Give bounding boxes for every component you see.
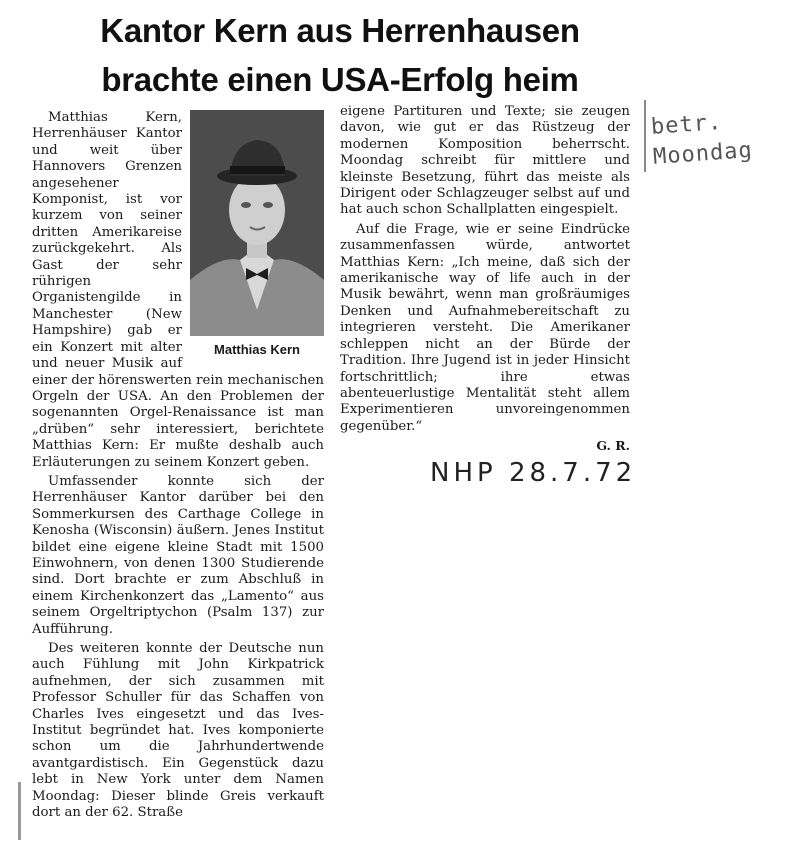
photo-caption: Matthias Kern xyxy=(214,342,300,357)
portrait-illustration xyxy=(190,110,324,336)
headline-line-1: Kantor Kern aus Herrenhausen xyxy=(100,12,580,49)
column-2-paragraph-2: Auf die Frage, wie er seine Eindrücke zusammenfassen würde, antwortet Matthias Kern: „Ich meine, daß sich der amerikanische way of life auch in der Musik bewährt, wenn man großräumiges Denken und Aufnahmebereitschaft zu integrieren versteht. Die Amerikaner schleppen nicht an der Bürde der Tradition. Ihre Jugend ist in jeder Hinsicht fortschrittlich; ihre etwas abenteuerlustige Mentalität steht allem Experimentieren unvoreingenommen gegenüber.“ xyxy=(340,221,630,434)
article-column-2 xyxy=(340,104,630,453)
column-1-paragraph-3: Des weiteren konnte der Deutsche nun auch Fühlung mit John Kirkpatrick aufnehmen, der sich zusammen mit Professor Schuller für das Schaffen von Charles Ives eingesetzt und das Ives-Institut begründet hat. Ives komponierte schon um die Jahrhundertwende avantgardistisch. Ein Gegenstück dazu lebt in New York unter dem Namen Moondag: Dieser blinde Greis verkauft dort an der 62. Straße xyxy=(32,641,324,821)
article-column-1 xyxy=(32,110,324,824)
handwritten-note-line-2: Moondag xyxy=(652,137,754,170)
handwritten-note xyxy=(650,103,794,173)
margin-mark xyxy=(18,782,21,840)
column-1-paragraph-2: Umfassender konnte sich der Herrenhäuser Kantor darüber bei den Sommerkursen des Carthage College in Kenosha (Wisconsin) äußern. Jenes Institut bildet eine eigene kleine Stadt mit 1500 Einwohnern, von denen 1300 Studierende sind. Dort brachte er zum Abschluß in einem Kirchenkonzert das „Lamento“ aus seinem Orgeltriptychon (Psalm 137) zur Aufführung. xyxy=(32,473,324,637)
date-stamp: NHP 28.7.72 xyxy=(430,458,637,488)
handwritten-note-line-1: betr. xyxy=(650,109,724,140)
note-margin-line xyxy=(644,100,646,172)
column-2-paragraph-1: eigene Partituren und Texte; sie zeugen davon, wie gut er das Rüstzeug der modernen Komposition beherrscht. Moondag schreibt für mittlere und kleinste Besetzung, führt das meiste als Dirigent oder Schlagzeuger selbst auf und hat auch schon Schallplatten eingespielt. xyxy=(340,104,630,218)
portrait-figure xyxy=(190,110,324,357)
author-signature: G. R. xyxy=(596,438,630,454)
column-1-paragraph-1: Matthias Kern, Herrenhäuser Kantor und weit über Hannovers Grenzen angesehener Komponist, ist vor kurzem von seiner dritten Amerikareise zurückgekehrt. Als Gast der sehr rührigen Organistengilde in Manchester (New Hampshire) gab er ein Konzert mit alter und neuer Musik auf einer der hörenswerten rein mechanischen Orgeln der USA. An den Problemen der sogenannten Orgel-Renaissance ist man „drüben“ sehr interessiert, berichtete Matthias Kern: Er mußte deshalb auch Erläuterungen zu seinem Konzert geben. xyxy=(32,110,324,470)
headline xyxy=(60,6,620,104)
portrait-photo xyxy=(190,110,324,336)
headline-line-2: brachte einen USA-Erfolg heim xyxy=(101,61,579,98)
